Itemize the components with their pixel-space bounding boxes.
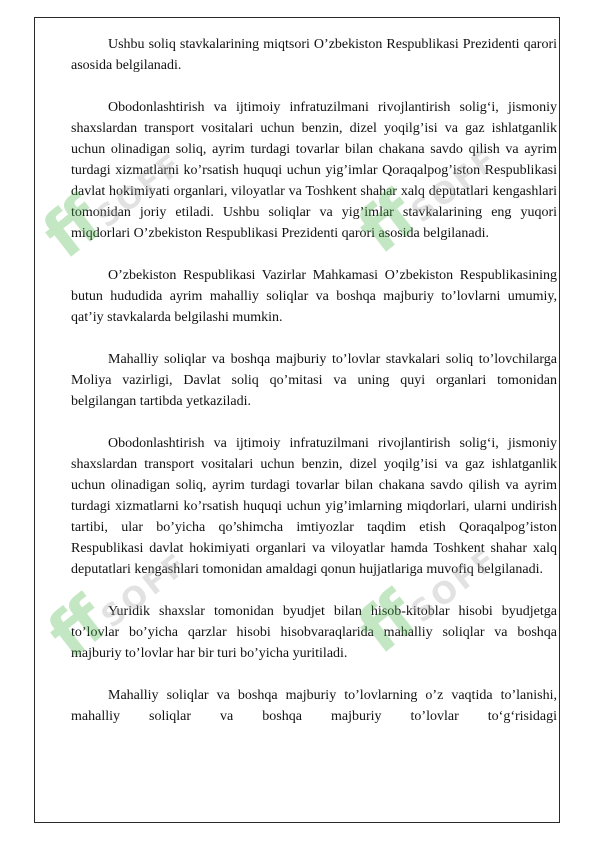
watermark-text: SOFF xyxy=(89,145,191,236)
watermark-mark: ff xyxy=(345,180,429,269)
paragraph-2: Obodonlashtirish va ijtimoiy infratuzilmani rivojlantirish solig‘i, jismoniy shaxslardan transport vositalari uchun benzin, dizel yoqilg’isi va gaz ishlatganlik uchun olinadigan soliq, ayrim turdagi tovarlar bilan chakana savdo qilish va ayrim turdagi xizmatlarni ko’rsatish huquqi uchun yig’imlar Qoraqalpog’iston Respublikasi davlat hokimiyati organlari, viloyatlar va Toshkent shahar xalq deputatlari kengashlari tomonidan joriy etiladi. Ushbu soliqlar va yig’imlar stavkalarining eng yuqori miqdorlari O’zbekiston Respublikasi Prezidenti qarori asosida belgilanadi. xyxy=(71,100,557,241)
watermark-mark: ff xyxy=(30,185,114,274)
document-body xyxy=(71,34,557,727)
watermark-text: SOFF xyxy=(94,545,196,636)
paragraph-3: O’zbekiston Respublikasi Vazirlar Mahkamasi O’zbekiston Respublikasining butun hududida ayrim mahalliy soliqlar va boshqa majburiy to’lovlarni umumiy, qat’iy stavkalarda belgilashi mumkin. xyxy=(71,268,557,325)
paragraph-5: Obodonlashtirish va ijtimoiy infratuzilmani rivojlantirish solig‘i, jismoniy shaxslardan transport vositalari uchun benzin, dizel yoqilg’isi va gaz ishlatganlik uchun olinadigan soliq, ayrim turdagi tovarlar bilan chakana savdo qilish va ayrim turdagi xizmatlarni ko’rsatish huquqi uchun yig’imlarning miqdorlari, ularni undirish tartibi, ular bo’yicha qo’shimcha imtiyozlar taqdim etish Qoraqalpog’iston Respublikasi davlat hokimiyati organlari va viloyatlar hamda Toshkent shahar xalq deputatlari kengashlari tomonidan amaldagi qonun hujjatlariga muvofiq belgilanadi. xyxy=(71,436,557,577)
paragraph-1: Ushbu soliq stavkalarining miqtsori O’zbekiston Respublikasi Prezidenti qarori asosida belgilanadi. xyxy=(71,37,557,73)
watermark-mark: ff xyxy=(345,580,429,669)
paragraph-6: Yuridik shaxslar tomonidan byudjet bilan hisob-kitoblar hisobi byudjetga to’lovlar bo’yicha qarzlar hisobi hisobvaraqlarida mahalliy soliqlar va boshqa majburiy to’lovlar har bir turi bo’yicha yuritiladi. xyxy=(71,604,557,661)
watermark-text: SOFF xyxy=(404,540,506,631)
watermark-text: SOFF xyxy=(404,140,506,231)
paragraph-7: Mahalliy soliqlar va boshqa majburiy to’lovlarning o’z vaqtida to’lanishi, mahalliy soliqlar va boshqa majburiy to’lovlar to‘g‘risidagi xyxy=(71,688,557,724)
watermark-mark: ff xyxy=(35,585,119,674)
paragraph-4: Mahalliy soliqlar va boshqa majburiy to’lovlar stavkalari soliq to’lovchilarga Moliya vazirligi, Davlat soliq qo’mitasi va uning quyi organlari tomonidan belgilangan tartibda yetkaziladi. xyxy=(71,352,557,409)
